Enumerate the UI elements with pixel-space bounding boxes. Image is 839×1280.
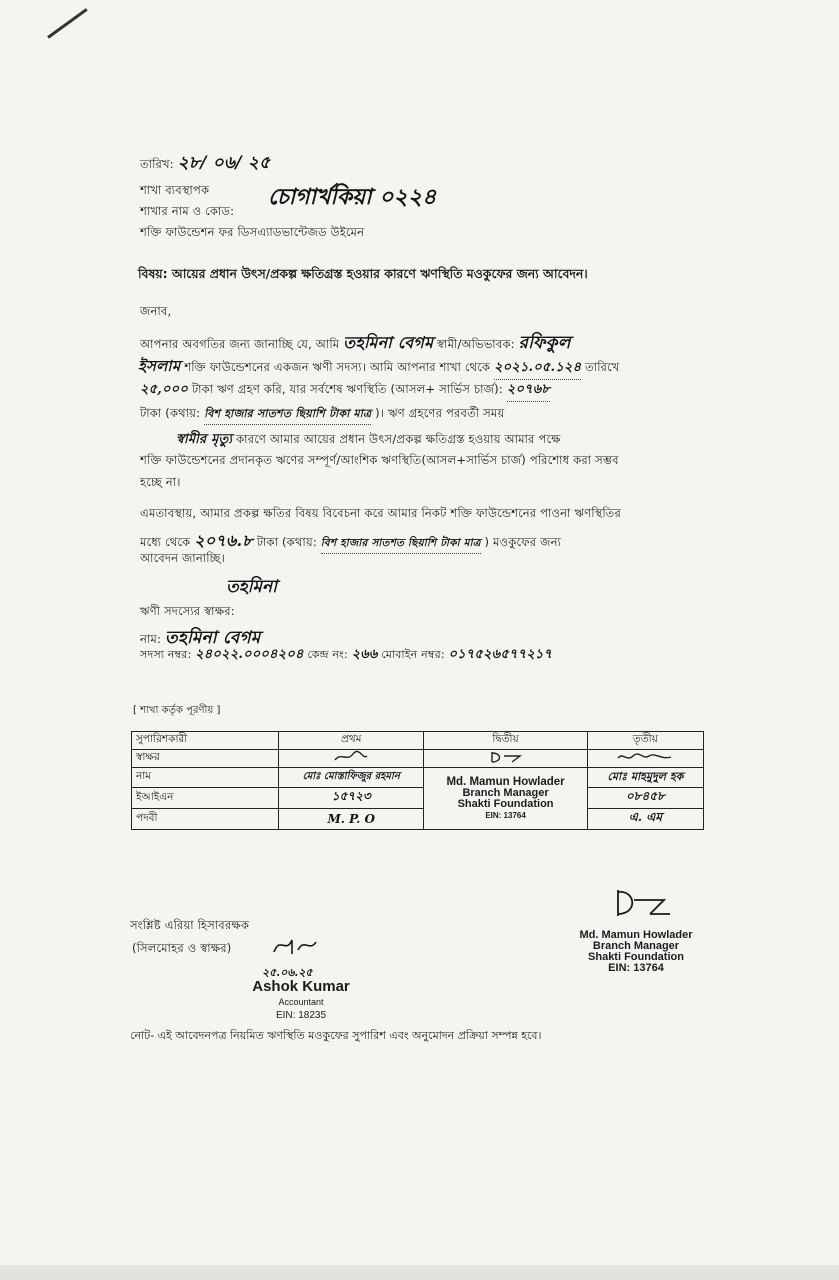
para1-line1 xyxy=(140,330,571,358)
page-bottom-shadow xyxy=(0,1265,839,1280)
table-row xyxy=(132,788,704,809)
reason-hw: স্বামীর মৃত্যু xyxy=(176,432,233,447)
member-no-label: সদস্য নম্বর: xyxy=(140,648,192,661)
table-header-cell: সুপারিশকারী xyxy=(132,732,279,750)
para1-after: )। ঋণ গ্রহণের পরবর্তী সময় xyxy=(375,406,505,420)
table-header-row xyxy=(132,732,704,750)
first-designation: M. P. O xyxy=(279,809,424,830)
guardian-hw: রফিকুল xyxy=(518,333,571,353)
para2-c: টাকা (কথায়: xyxy=(256,535,317,549)
applicant-signature: তহমিনা xyxy=(226,577,278,597)
mobile-label: মোবাইন নম্বর: xyxy=(381,648,445,661)
footer-note: নোট- এই আবেদনপত্র নিয়মিত ঋণস্থিতি মওকুফের সুপারিশ এবং অনুমোদন প্রক্রিয়া সম্পন্ন হবে। xyxy=(130,1029,542,1042)
waive-words-hw: বিশ হাজার সাতশত ছিয়াশি টাকা মাত্র xyxy=(321,536,481,554)
para1-taka: টাকা ঋণ গ্রহণ করি, যার সর্বশেষ ঋণস্থিতি (আসল+ সার্ভিস চার্জ): xyxy=(191,382,503,396)
para1-line6: শক্তি ফাউন্ডেশনের প্রদানকৃত ঋণের সম্পূর্ণ/আংশিক ঋণস্থিতি(আসল+সার্ভিস চার্জ) পরিশোধ করা সম্ভব xyxy=(140,453,619,467)
table-header-cell: তৃতীয় xyxy=(587,732,703,750)
third-name: মোঃ মাহমুদুল হক xyxy=(587,768,703,788)
third-ein: ০৮৪৫৮ xyxy=(587,788,703,809)
date-label: তারিখ: xyxy=(140,157,174,171)
office-use-note: [ শাখা কর্তৃক পূরণীয় ] xyxy=(133,705,221,716)
bm-stamp xyxy=(556,930,716,974)
applicant-id-row xyxy=(140,645,552,666)
para2-d: ) মওকুফের জন্য xyxy=(484,535,562,549)
table-header-cell: প্রথম xyxy=(279,732,424,750)
center-label: কেন্দ্র নং: xyxy=(307,648,348,661)
para1-line4 xyxy=(140,405,504,425)
second-name: Md. Mamun Howlader xyxy=(446,775,565,788)
para1-date-suffix: তারিখে xyxy=(585,360,620,374)
taka-in-words-label: টাকা (কথায়: xyxy=(140,406,201,420)
org-line: শক্তি ফাউন্ডেশন ফর ডিসএ্যাডভান্টেজড উইমেন xyxy=(140,225,365,239)
table-header-cell: দ্বিতীয় xyxy=(424,732,587,750)
para1-intro: আপনার অবগতির জন্য জানাচ্ছি যে, আমি xyxy=(140,337,340,351)
para2-line3: আবেদন জানাচ্ছি। xyxy=(140,551,225,565)
to-line: শাখা ব্যবস্থাপক xyxy=(140,183,210,197)
recommendation-table xyxy=(131,731,704,830)
bm-title: Branch Manager xyxy=(592,940,680,952)
para1-line7: হচ্ছে না। xyxy=(140,475,181,489)
applicant-name-value: তহমিনা বেগম xyxy=(164,628,261,648)
member-no-value: ২৪০২২.০০০৪২০৪ xyxy=(195,647,304,662)
para1-line3 xyxy=(140,380,550,402)
first-signature xyxy=(279,750,424,768)
second-title: Branch Manager xyxy=(462,786,549,799)
row-label: নাম xyxy=(132,768,279,788)
guardian-hw-2: ইসলাম xyxy=(138,357,181,375)
accountant-ein: EIN: 18235 xyxy=(275,1010,327,1021)
second-org: Shakti Foundation xyxy=(457,797,554,810)
first-ein: ১৫৭২৩ xyxy=(279,788,424,809)
table-row xyxy=(132,750,704,768)
accountant-name: Ashok Kumar xyxy=(252,978,350,995)
bm-org: Shakti Foundation xyxy=(588,951,684,963)
second-signature xyxy=(424,750,587,768)
table-row xyxy=(132,809,704,830)
applicant-name-hw: তহমিনা বেগম xyxy=(343,333,434,352)
date-row xyxy=(140,150,270,178)
second-stamp-cell xyxy=(424,768,587,830)
branch-value: চোগাৰ্খকিয়া ০২২৪ xyxy=(268,184,437,210)
pen-mark xyxy=(47,8,88,39)
row-label: পদবী xyxy=(132,809,279,830)
para2-b: মধ্যে থেকে xyxy=(140,535,191,549)
balance-hw: ২০৭৬৮ xyxy=(507,380,550,402)
mobile-value: ০১৭৫২৬৫৭৭২১৭ xyxy=(448,647,553,662)
row-label: ইআইএন xyxy=(132,788,279,809)
para1-member: শক্তি ফাউন্ডেশনের একজন ঋণী সদস্য। আমি আপনার শাখা থেকে xyxy=(184,360,491,374)
second-ein: EIN: 13764 xyxy=(485,810,526,820)
first-name: মোঃ মোস্তাফিজুর রহমান xyxy=(279,768,424,788)
date-value: ২৮/ ০৬/ ২৫ xyxy=(177,153,271,173)
para2-line1: এমতাবস্থায়, আমার প্রকল্প ক্ষতির বিষয় বিবেচনা করে আমার নিকট শক্তি ফাউন্ডেশনের পাওনা ঋণস্থিতির xyxy=(140,506,622,520)
branch-manager-signature xyxy=(604,886,674,922)
applicant-sig-label: ঋণী সদস্যের স্বাক্ষর: xyxy=(140,604,235,618)
salutation: জনাব, xyxy=(140,304,172,318)
center-value: ২৬৬ xyxy=(351,647,378,662)
table-row xyxy=(132,768,704,788)
para1-line2 xyxy=(138,355,619,380)
waive-amount-hw: ২০৭৬.৮ xyxy=(194,531,253,550)
guardian-label: স্বামী/অভিভাবক: xyxy=(437,337,515,351)
loan-date-hw: ২০২১.০৫.১২৪ xyxy=(494,358,581,380)
bm-name: Md. Mamun Howlader xyxy=(579,929,693,941)
row-label: স্বাক্ষর xyxy=(132,750,279,768)
third-designation: এ. এম xyxy=(587,809,703,830)
bm-ein: EIN: 13764 xyxy=(608,962,664,974)
loan-amount-hw: ২৫,০০০ xyxy=(140,382,188,397)
branch-label: শাখার নাম ও কোড: xyxy=(140,204,235,218)
subject-line: বিষয়: আয়ের প্রধান উৎস/প্রকল্প ক্ষতিগ্রস্ত হওয়ার কারণে ঋণস্থিতি মওকুফের জন্য আবেদন। xyxy=(138,266,588,281)
applicant-name-label: নাম: xyxy=(140,632,162,646)
para1-cont: কারণে আমার আয়ের প্রধান উৎস/প্রকল্প ক্ষতিগ্রস্ত হওয়ায় আমার পক্ষে xyxy=(236,432,561,446)
accountant-signature xyxy=(270,932,320,958)
accountant-label: সংশ্লিষ্ট এরিয়া হিসাবরক্ষক xyxy=(130,918,250,932)
accountant-title: Accountant xyxy=(278,997,324,1007)
accountant-seal-label: (সিলমোহর ও স্বাক্ষর) xyxy=(132,941,232,955)
accountant-date: ২৫.০৬.২৫ xyxy=(262,966,313,979)
taka-in-words-hw: বিশ হাজার সাতশত ছিয়াশি টাকা মাত্র xyxy=(204,405,371,425)
third-signature xyxy=(587,750,703,768)
second-stamp xyxy=(424,777,586,821)
para1-line5 xyxy=(176,430,561,451)
